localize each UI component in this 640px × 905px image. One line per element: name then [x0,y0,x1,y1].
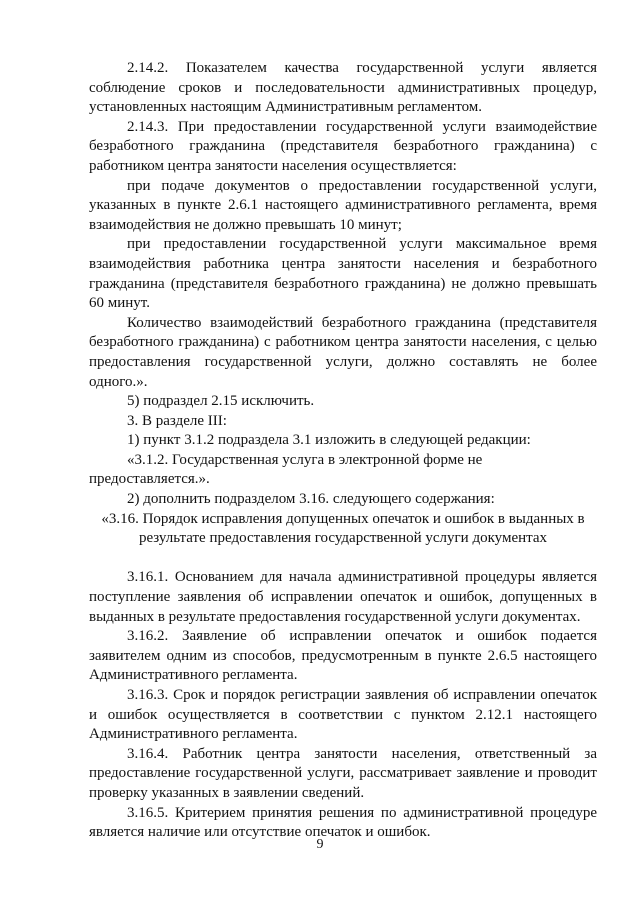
paragraph-3-16-2: 3.16.2. Заявление об исправлении опечаток и ошибок подается заявителем одним из способов, предусмотренным в пункте 2.6.5 настоящего Административного регламента. [89,628,597,684]
paragraph-3-16-5: 3.16.5. Критерием принятия решения по административной процедуре является наличие или отсутствие опечаток и ошибок. [89,804,597,841]
paragraph-3-16-3: 3.16.3. Срок и порядок регистрации заявления об исправлении опечаток и ошибок осуществляется в соответствии с пунктом 2.12.1 настоящего Административного регламента. [89,687,597,743]
document-page [89,59,597,843]
paragraph-3-16-4: 3.16.4. Работник центра занятости населения, ответственный за предоставление государственной услуги, рассматривает заявление и проводит проверку указанных в заявлении сведений. [89,745,597,801]
paragraph-submission-time: при подаче документов о предоставлении государственной услуги, указанных в пункте 2.6.1 настоящего административного регламента, время взаимодействия не должно превышать 10 минут; [89,177,597,233]
paragraph-2-14-2: 2.14.2. Показателем качества государственной услуги является соблюдение сроков и последовательности административных процедур, установленных настоящим Административным регламентом. [89,60,597,116]
page-number: 9 [316,837,324,852]
spacer [89,549,597,569]
paragraph-interaction-count: Количество взаимодействий безработного гражданина (представителя безработного гражданина) с работником центра занятости населения, с целью предоставления государственной услуги, должно составлять не более одного.». [89,314,597,390]
paragraph-max-interaction-time: при предоставлении государственной услуги максимальное время взаимодействия работника центра занятости населения и безработного гражданина (представителя безработного гражданина) не должно превышать 60 минут. [89,236,597,312]
paragraph-section-3: 3. В разделе III: [127,412,227,429]
paragraph-item-5: 5) подраздел 2.15 исключить. [127,393,315,410]
paragraph-2-14-3: 2.14.3. При предоставлении государственной услуги взаимодействие безработного гражданина (представителя безработного гражданина) с работником центра занятости населения осуществляется: [89,118,597,174]
paragraph-3-16-1: 3.16.1. Основанием для начала административной процедуры является поступление заявления об исправлении опечаток и ошибок, допущенных в выданных в результате предоставления государственной услуги документах. [89,569,597,625]
paragraph-item-1: 1) пункт 3.1.2 подраздела 3.1 изложить в следующей редакции: [127,432,531,449]
paragraph-item-2: 2) дополнить подразделом 3.16. следующего содержания: [127,491,495,508]
section-heading-3-16: «3.16. Порядок исправления допущенных опечаток и ошибок в выданных в результате предоставления государственной услуги документах [101,510,585,547]
paragraph-3-1-2: «3.1.2. Государственная услуга в электронной форме не предоставляется.». [89,451,483,488]
